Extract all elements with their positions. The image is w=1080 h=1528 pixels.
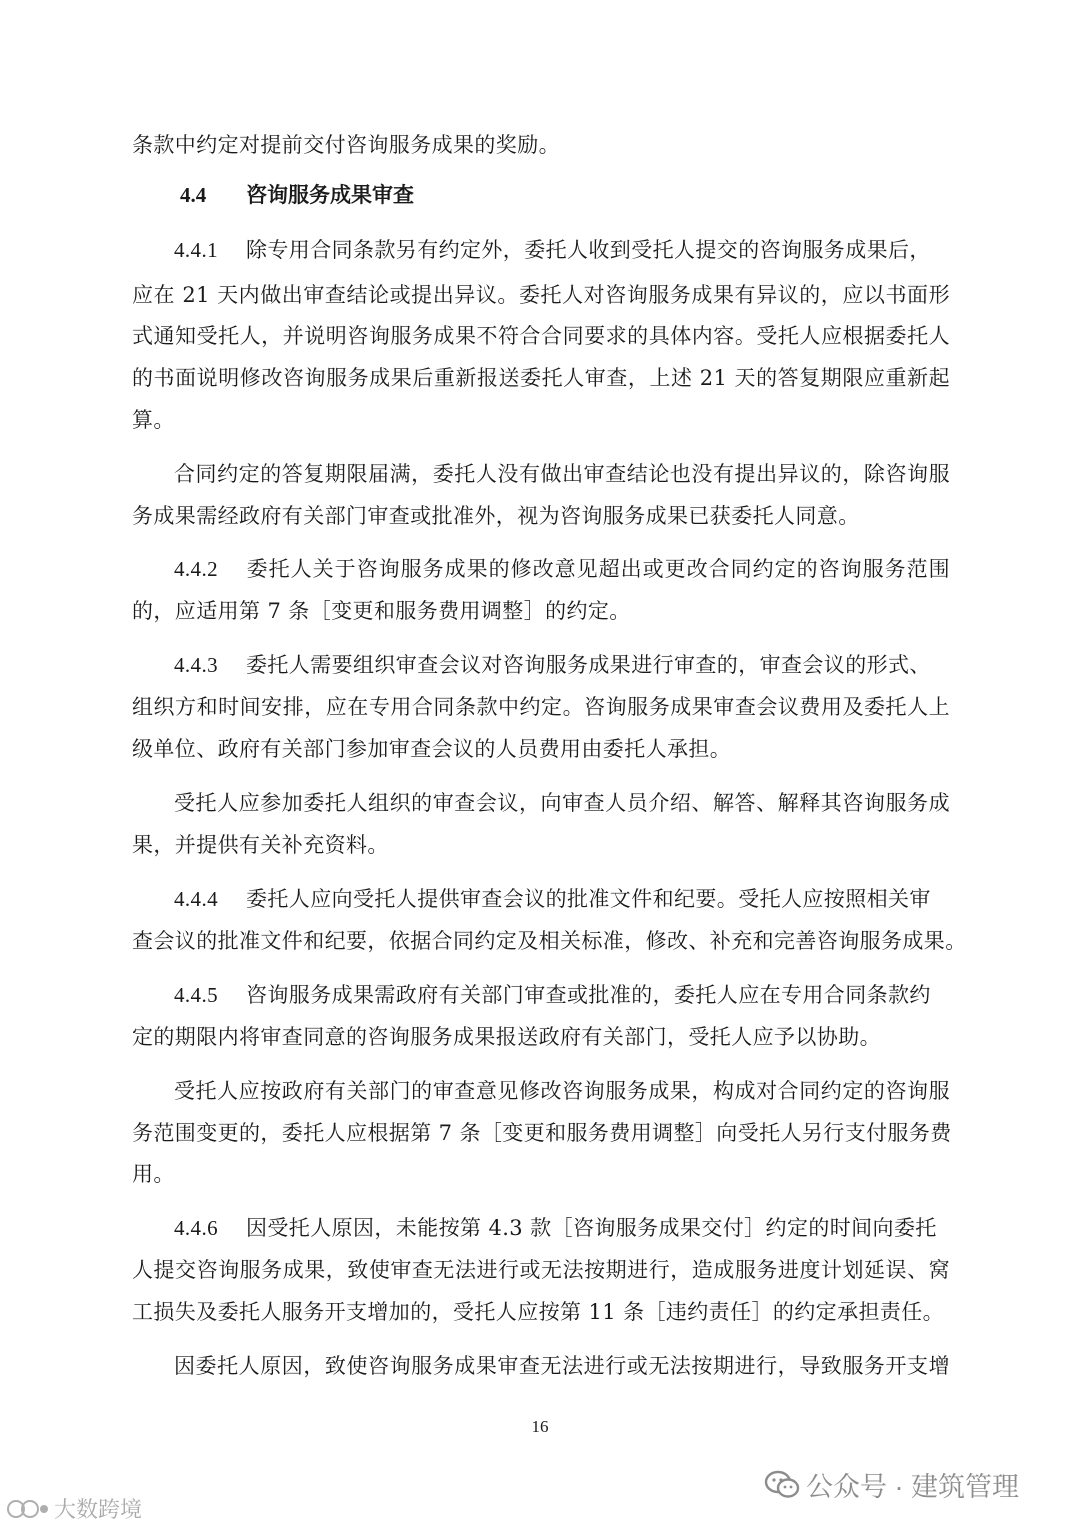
text-line: 工损失及委托人服务开支增加的，受托人应按第 11 条［违约责任］的约定承担责任。 bbox=[132, 1300, 945, 1324]
text-line: 用。 bbox=[132, 1162, 175, 1186]
clause-4-4-4-first-line bbox=[174, 885, 931, 913]
clause-4-4-3-first-line bbox=[174, 651, 931, 679]
clause-number: 4.4.1 bbox=[174, 238, 218, 262]
text-line: 因受托人原因，未能按第 4.3 款［咨询服务成果交付］约定的时间向委托 bbox=[246, 1216, 937, 1240]
clause-number: 4.4.2 bbox=[174, 557, 218, 581]
brand-logo-icon bbox=[6, 1497, 50, 1521]
text-line: 委托人关于咨询服务成果的修改意见超出或更改合同约定的咨询服务范围 bbox=[246, 557, 950, 581]
text-line: 委托人需要组织审查会议对咨询服务成果进行审查的，审查会议的形式、 bbox=[246, 653, 931, 677]
text-line: 应在 21 天内做出审查结论或提出异议。委托人对咨询服务成果有异议的，应以书面形 bbox=[132, 283, 950, 307]
text-line: 务范围变更的，委托人应根据第 7 条［变更和服务费用调整］向受托人另行支付服务费 bbox=[132, 1121, 952, 1145]
clause-4-4-5-first-line bbox=[174, 981, 931, 1009]
clause-4-4-6-first-line bbox=[174, 1214, 937, 1242]
text-line: 受托人应参加委托人组织的审查会议，向审查人员介绍、解答、解释其咨询服务成 bbox=[174, 791, 950, 815]
section-title: 咨询服务成果审查 bbox=[246, 182, 414, 207]
clause-number: 4.4.6 bbox=[174, 1216, 218, 1240]
text-line: 级单位、政府有关部门参加审查会议的人员费用由委托人承担。 bbox=[132, 737, 732, 761]
text-line: 的书面说明修改咨询服务成果后重新报送委托人审查，上述 21 天的答复期限应重新起 bbox=[132, 366, 950, 390]
text-line: 咨询服务成果需政府有关部门审查或批准的，委托人应在专用合同条款约 bbox=[246, 983, 931, 1007]
clause-4-4-1-first-line bbox=[174, 236, 931, 264]
clause-4-4-2-first-line bbox=[174, 555, 950, 583]
section-number: 4.4 bbox=[180, 183, 207, 207]
watermark-left bbox=[6, 1493, 142, 1524]
watermark-left-text: 大数跨境 bbox=[54, 1497, 143, 1522]
clause-number: 4.4.4 bbox=[174, 887, 218, 911]
watermark-right-text: 公众号 · 建筑管理 bbox=[806, 1472, 1019, 1502]
text-line: 条款中约定对提前交付咨询服务成果的奖励。 bbox=[132, 133, 560, 157]
section-heading bbox=[180, 181, 414, 209]
clause-number: 4.4.5 bbox=[174, 983, 218, 1007]
text-line: 委托人应向受托人提供审查会议的批准文件和纪要。受托人应按照相关审 bbox=[246, 887, 931, 911]
text-line: 查会议的批准文件和纪要，依据合同约定及相关标准，修改、补充和完善咨询服务成果。 bbox=[132, 929, 967, 953]
text-line: 务成果需经政府有关部门审查或批准外，视为咨询服务成果已获委托人同意。 bbox=[132, 504, 860, 528]
text-line: 算。 bbox=[132, 408, 175, 432]
text-line: 人提交咨询服务成果，致使审查无法进行或无法按期进行，造成服务进度计划延误、窝 bbox=[132, 1258, 950, 1282]
text-line: 合同约定的答复期限届满，委托人没有做出审查结论也没有提出异议的，除咨询服 bbox=[174, 462, 950, 486]
text-line: 因委托人原因，致使咨询服务成果审查无法进行或无法按期进行，导致服务开支增 bbox=[174, 1354, 950, 1378]
text-line: 果，并提供有关补充资料。 bbox=[132, 833, 389, 857]
watermark-right bbox=[764, 1465, 1019, 1504]
page-number: 16 bbox=[531, 1417, 549, 1436]
text-line: 式通知受托人，并说明咨询服务成果不符合合同要求的具体内容。受托人应根据委托人 bbox=[132, 324, 950, 348]
clause-number: 4.4.3 bbox=[174, 653, 218, 677]
wechat-icon bbox=[764, 1470, 800, 1500]
text-line: 受托人应按政府有关部门的审查意见修改咨询服务成果，构成对合同约定的咨询服 bbox=[174, 1079, 950, 1103]
text-line: 组织方和时间安排，应在专用合同条款中约定。咨询服务成果审查会议费用及委托人上 bbox=[132, 695, 950, 719]
text-line: 的，应适用第 7 条［变更和服务费用调整］的约定。 bbox=[132, 599, 631, 623]
text-line: 除专用合同条款另有约定外，委托人收到受托人提交的咨询服务成果后， bbox=[246, 238, 931, 262]
text-line: 定的期限内将审查同意的咨询服务成果报送政府有关部门，受托人应予以协助。 bbox=[132, 1025, 881, 1049]
